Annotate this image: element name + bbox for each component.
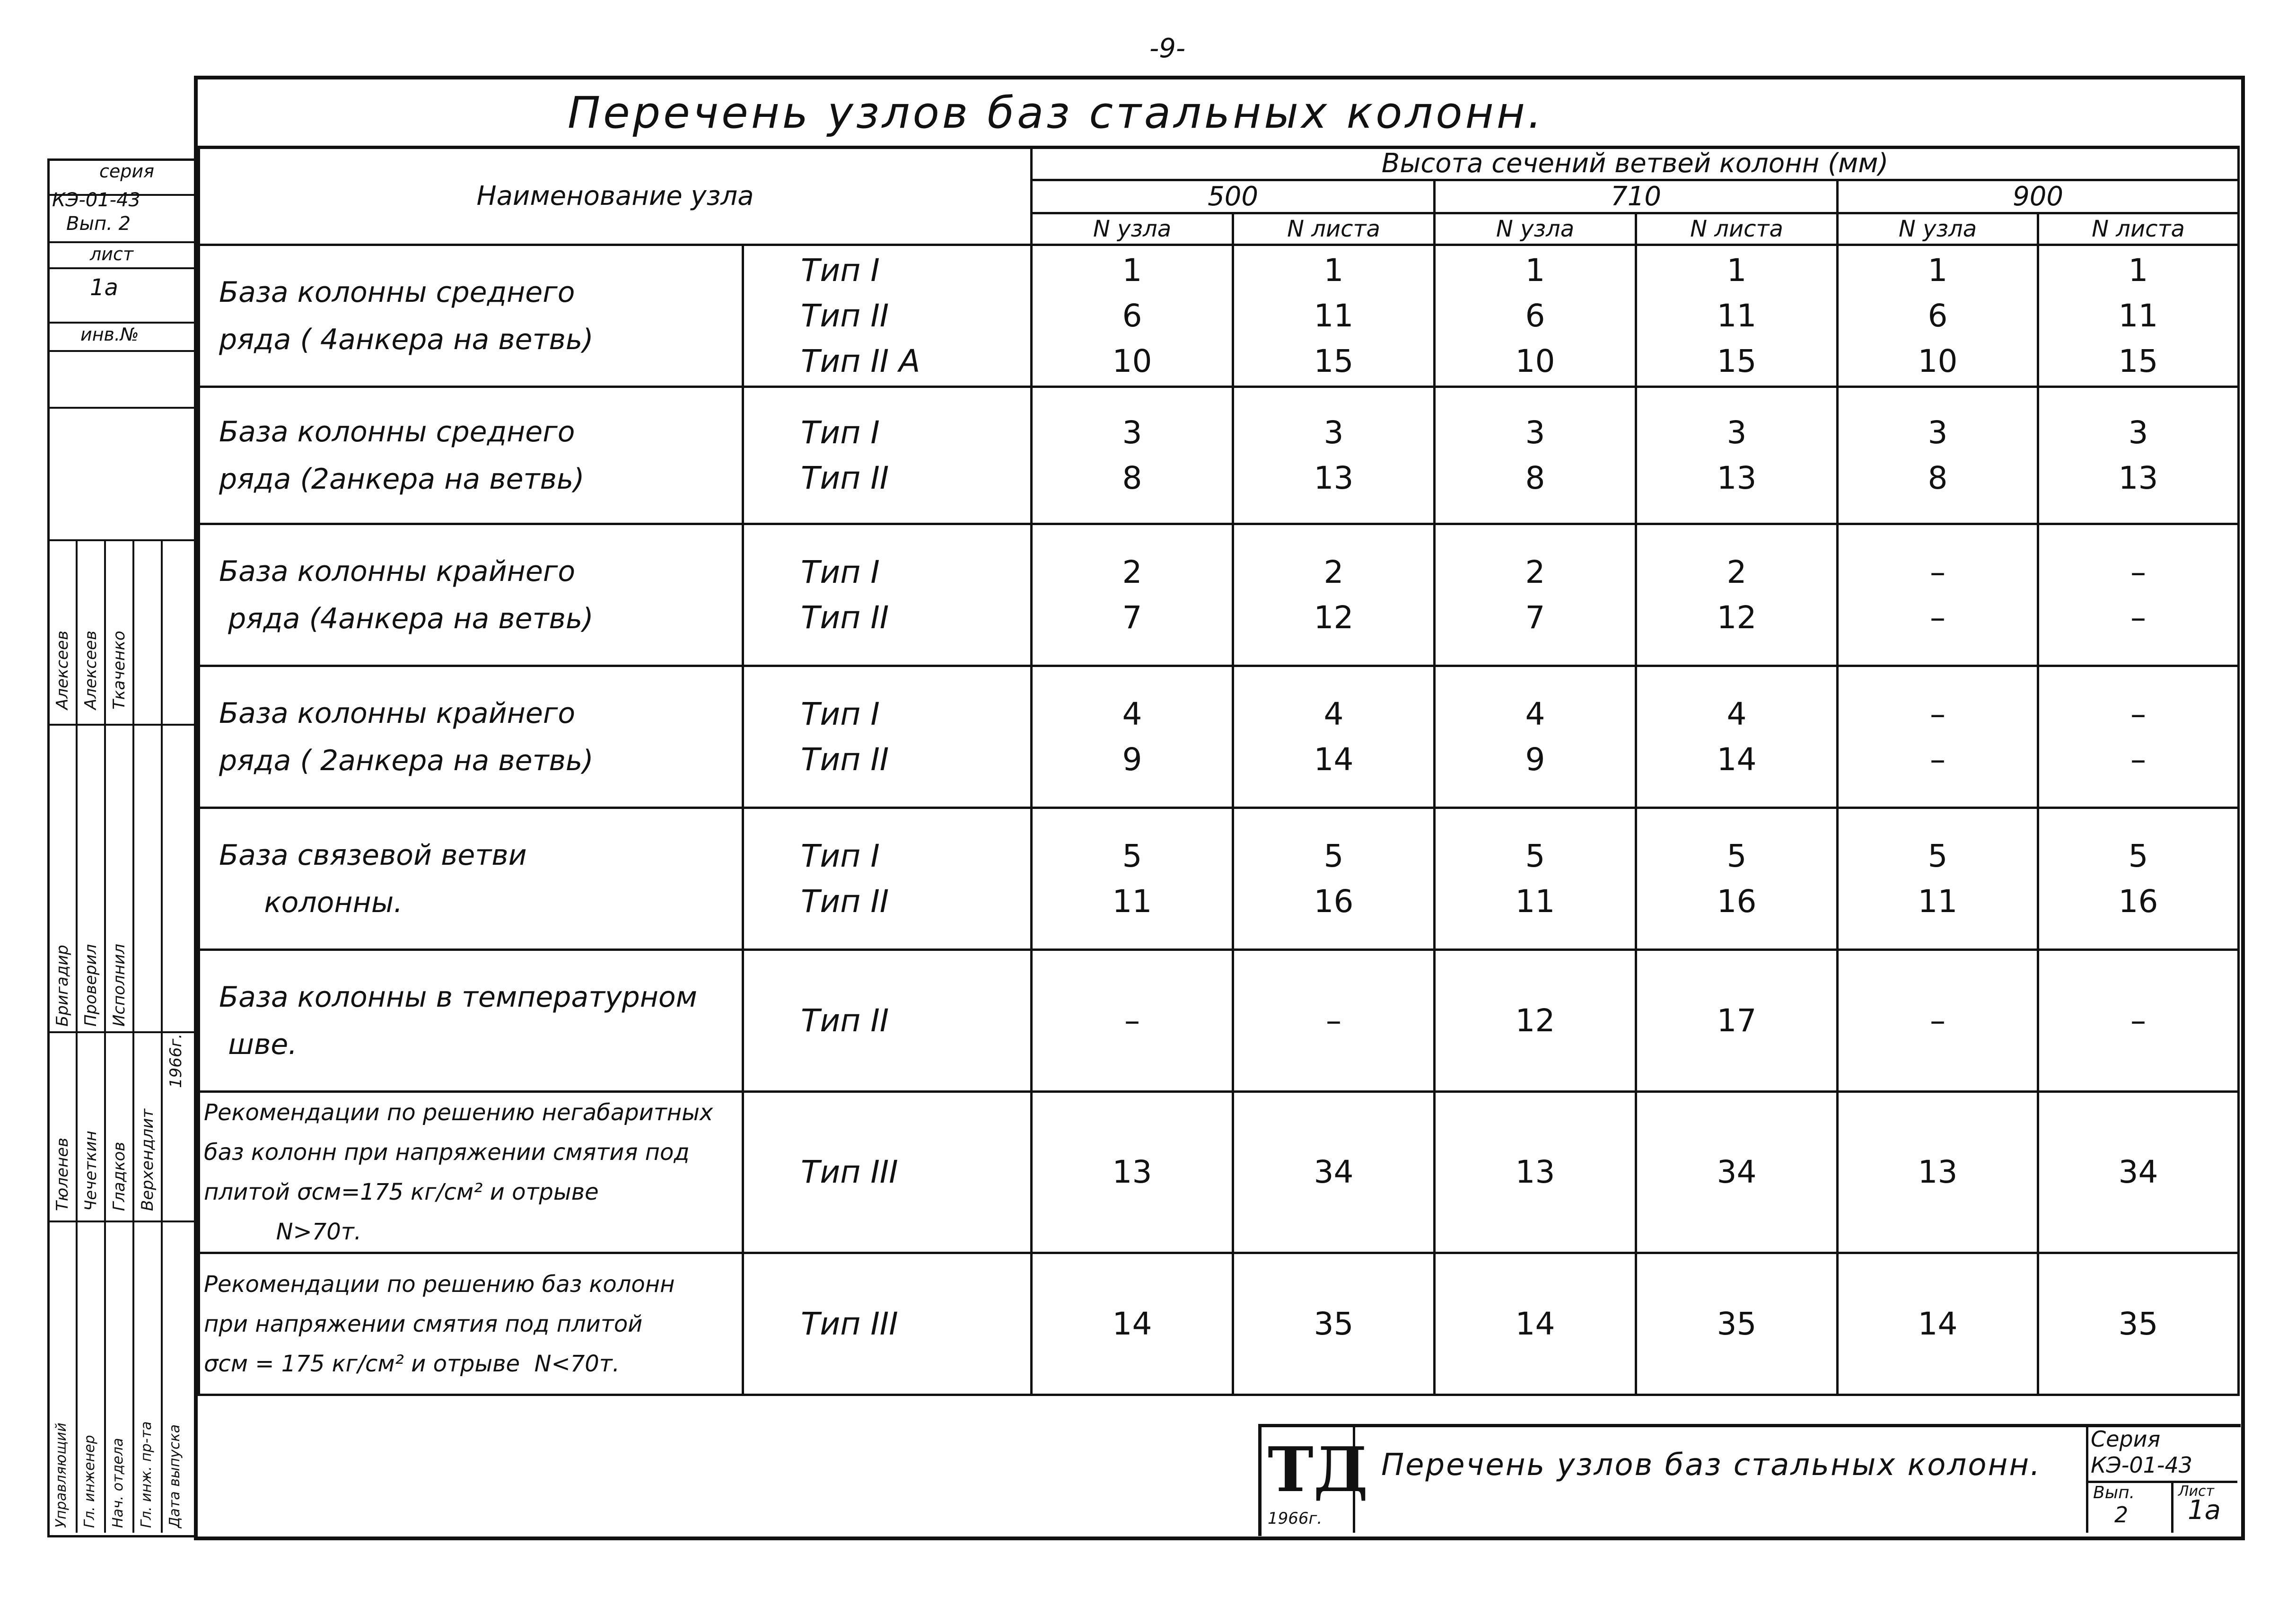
node-number: 14 [1515,1305,1555,1342]
sheet-number-cell [2038,245,2239,387]
sheet-number: 11 [1717,297,1757,334]
node-type: Тип II А [801,342,920,379]
sheet-number-cell [2038,666,2239,808]
sheet-number-cell [1636,1092,1838,1253]
sheet-number: 11 [1314,297,1354,334]
node-number-cell [1838,808,2038,950]
node-number: 1 [1928,252,1948,289]
node-name-line: База колонны в температурном [219,980,697,1014]
node-name-line: База колонны среднего [219,275,575,309]
sheet-number: 35 [1717,1305,1757,1342]
node-number: 7 [1525,599,1545,636]
node-number: 10 [1918,342,1958,379]
node-type: Тип I [801,837,880,874]
node-number: 5 [1525,837,1545,874]
sheet-number: 34 [2118,1154,2158,1190]
node-type-cell [743,808,1032,950]
subheader-node-500: N узла [1032,213,1233,245]
node-number: 6 [1525,297,1545,334]
sheet-number: 13 [2118,459,2158,496]
node-type: Тип II [801,883,889,920]
node-number: 14 [1112,1305,1152,1342]
node-number: 4 [1122,695,1142,732]
node-name-line: колонны. [219,886,403,919]
table-row [199,524,2239,666]
stamp-issue: Вып. 2 [66,213,131,235]
node-number: 8 [1525,459,1545,496]
stamp-inv-label: инв.№ [80,324,139,345]
node-number-cell [1838,1253,2038,1395]
node-name-cell [199,387,743,524]
sheet-number: 13 [1314,459,1354,496]
node-type: Тип I [801,414,880,451]
node-number-cell [1032,387,1233,524]
sheet-number: 14 [1717,741,1757,778]
node-number-cell [1435,245,1636,387]
sheet-number-cell [1233,666,1435,808]
node-number: 1 [1122,252,1142,289]
sheet-number-cell [2038,524,2239,666]
node-type: Тип II [801,741,889,778]
sheet-number-cell [1636,387,1838,524]
node-number: – [1930,553,1946,590]
node-name-cell [199,1253,743,1395]
sheet-number-cell [1636,666,1838,808]
sheet-number-cell [2038,1092,2239,1253]
node-number: 2 [1525,553,1545,590]
subheader-node-900: N узла [1838,213,2038,245]
sheet-number: 15 [1717,342,1757,379]
tb-series-label: Серия [2091,1426,2161,1452]
node-name-line: База связевой ветви [219,838,527,872]
header-node-name: Наименование узла [199,147,1032,245]
subheader-sheet-500: N листа [1233,213,1435,245]
node-type: Тип II [801,297,889,334]
sheet-number: 5 [2128,837,2148,874]
node-type-cell [743,524,1032,666]
node-name-cell [199,950,743,1092]
sheet-number: 5 [1726,837,1747,874]
subheader-sheet-900: N листа [2038,213,2239,245]
sheet-number: 13 [1717,459,1757,496]
node-type: Тип II [801,1002,889,1039]
tb-sheet-label: Лист [2178,1483,2215,1500]
node-number: 7 [1122,599,1142,636]
node-number: 11 [1515,883,1555,920]
sheet-number: 15 [1314,342,1354,379]
node-number: – [1930,599,1946,636]
sheet-number-cell [1233,1253,1435,1395]
node-type-cell [743,1092,1032,1253]
node-number-cell [1838,950,2038,1092]
sheet-number: 4 [1323,695,1344,732]
node-name-cell [199,1092,743,1253]
node-number-cell [1435,666,1636,808]
stamp-role-b3: Нач. отдела [110,1438,126,1528]
node-name-line: Рекомендации по решению негабаритных [204,1099,713,1126]
header-section-height: Высота сечений ветвей колонн (мм) [1032,147,2239,180]
node-number: 3 [1928,414,1948,451]
node-number: 3 [1122,414,1142,451]
table-row [199,666,2239,808]
node-name-line: ряда (2анкера на ветвь) [219,462,585,496]
node-number: 2 [1122,553,1142,590]
node-number: 9 [1122,741,1142,778]
table-row [199,1092,2239,1253]
tb-issue-value: 2 [2114,1502,2129,1528]
node-type: Тип II [801,599,889,636]
header-group-900: 900 [1838,180,2239,213]
sheet-number-cell [2038,808,2239,950]
sheet-number-cell [1636,1253,1838,1395]
sheet-number-cell [1636,808,1838,950]
node-number: 6 [1928,297,1948,334]
sheet-number: 35 [2118,1305,2158,1342]
sheet-number: 34 [1717,1154,1757,1190]
node-number-cell [1032,950,1233,1092]
node-name-cell [199,666,743,808]
node-number-cell [1032,808,1233,950]
header-group-500: 500 [1032,180,1435,213]
node-name-cell [199,245,743,387]
left-stamp-column [47,158,196,1537]
stamp-series-value: КЭ-01-43 [52,189,140,211]
table-row [199,1253,2239,1395]
sheet-number: 4 [1726,695,1747,732]
node-type: Тип I [801,252,880,289]
page-title: Перечень узлов баз стальных колонн. [568,88,1545,138]
node-number-cell [1032,1253,1233,1395]
node-name-line: ряда (4анкера на ветвь) [219,602,594,635]
sheet-number: 2 [1323,553,1344,590]
node-number: 5 [1122,837,1142,874]
node-type: Тип I [801,695,880,732]
stamp-series-label: серия [99,161,154,182]
sheet-number: 16 [2118,883,2158,920]
sheet-number-cell [1233,950,1435,1092]
sheet-number: 3 [2128,414,2148,451]
node-number-cell [1032,1092,1233,1253]
tb-series-value: КЭ-01-43 [2091,1452,2193,1478]
sheet-number-cell [1233,1092,1435,1253]
sheet-number: – [2130,599,2147,636]
node-number: 8 [1122,459,1142,496]
node-number: 10 [1515,342,1555,379]
node-number-cell [1435,1253,1636,1395]
node-number: 13 [1515,1154,1555,1190]
stamp-role-2: Проверил [81,944,100,1027]
node-type: Тип III [801,1305,898,1342]
node-number: 8 [1928,459,1948,496]
node-name-line: ряда ( 2анкера на ветвь) [219,744,594,777]
sheet-number: – [2130,553,2147,590]
sheet-number: 17 [1717,1002,1757,1039]
node-type: Тип III [801,1154,898,1190]
node-name-line: баз колонн при напряжении смятия под [204,1139,690,1166]
node-number-cell [1838,666,2038,808]
node-number: 12 [1515,1002,1555,1039]
node-name-line: N>70т. [204,1219,361,1245]
sheet-number-cell [2038,387,2239,524]
sheet-number-cell [2038,1253,2239,1395]
node-name-line: при напряжении смятия под плитой [204,1310,643,1337]
table-row [199,808,2239,950]
node-name-line: плитой σсм=175 кг/см² и отрыве [204,1179,599,1205]
node-number: 11 [1112,883,1152,920]
node-type-cell [743,1253,1032,1395]
logo-year: 1966г. [1268,1509,1323,1528]
sheet-number: – [2130,695,2147,732]
subheader-sheet-710: N листа [1636,213,1838,245]
sheet-number: 16 [1717,883,1757,920]
node-number-cell [1838,387,2038,524]
stamp-name-b1: Тюленев [53,1137,72,1211]
node-number: 3 [1525,414,1545,451]
node-name-line: ряда ( 4анкера на ветвь) [219,323,594,356]
node-number: – [1930,695,1946,732]
stamp-role-b5: Дата выпуска [167,1424,183,1528]
sheet-number-cell [1233,524,1435,666]
sheet-number-cell [2038,950,2239,1092]
node-name-line: σсм = 175 кг/см² и отрыве N<70т. [204,1350,620,1377]
stamp-role-b2: Гл. инженер [81,1435,98,1528]
nodes-table [198,146,2240,1396]
stamp-role-3: Исполнил [110,944,129,1027]
page-number: -9- [1149,33,1186,64]
node-name-line: Рекомендации по решению баз колонн [204,1271,675,1298]
sheet-number: 16 [1314,883,1354,920]
sheet-number: 14 [1314,741,1354,778]
node-number: 4 [1525,695,1545,732]
sheet-number-cell [1233,387,1435,524]
sheet-number: – [2130,741,2147,778]
node-number-cell [1435,524,1636,666]
node-number: 14 [1918,1305,1958,1342]
node-number: – [1930,1002,1946,1039]
node-number: 11 [1918,883,1958,920]
node-type: Тип II [801,459,889,496]
node-number: 10 [1112,342,1152,379]
sheet-number: 3 [1323,414,1344,451]
node-name-line: База колонны среднего [219,415,575,448]
tb-issue-label: Вып. [2093,1483,2135,1502]
sheet-number: 34 [1314,1154,1354,1190]
node-number-cell [1838,524,2038,666]
stamp-sheet-label: лист [90,244,134,264]
sheet-number: 1 [1726,252,1747,289]
sheet-number: – [1326,1002,1342,1039]
sheet-number: 11 [2118,297,2158,334]
node-name-line: База колонны крайнего [219,696,576,730]
node-name-line: шве. [219,1027,298,1061]
sheet-number: – [2130,1002,2147,1039]
sheet-number-cell [1233,245,1435,387]
stamp-name-1: Алексеев [53,630,72,710]
td-logo: ТД [1268,1433,1368,1506]
node-number-cell [1838,1092,2038,1253]
sheet-number: 1 [2128,252,2148,289]
stamp-name-b4: Верхендлит [138,1108,157,1211]
table-row [199,245,2239,387]
sheet-number-cell [1233,808,1435,950]
node-number: 13 [1918,1154,1958,1190]
node-number: 6 [1122,297,1142,334]
node-number: – [1930,741,1946,778]
node-name-cell [199,524,743,666]
sheet-number: 12 [1717,599,1757,636]
sheet-number: 2 [1726,553,1747,590]
stamp-role-b1: Управляющий [53,1422,70,1528]
sheet-number-cell [1636,524,1838,666]
title-block-title: Перечень узлов баз стальных колонн. [1381,1448,2042,1483]
table-row [199,950,2239,1092]
stamp-sheet-value: 1а [90,274,118,301]
stamp-name-b3: Гладков [110,1141,129,1211]
subheader-node-710: N узла [1435,213,1636,245]
stamp-role-b4: Гл. инж. пр-та [138,1421,155,1528]
sheet-number: 1 [1323,252,1344,289]
stamp-role-1: Бригадир [53,945,72,1027]
sheet-number: 35 [1314,1305,1354,1342]
node-type: Тип I [801,553,880,590]
node-number-cell [1032,245,1233,387]
node-number: 1 [1525,252,1545,289]
node-number-cell [1435,1092,1636,1253]
sheet-number: 5 [1323,837,1344,874]
node-name-line: База колонны крайнего [219,554,576,588]
node-type-cell [743,666,1032,808]
node-number-cell [1435,950,1636,1092]
node-number: 5 [1928,837,1948,874]
node-type-cell [743,245,1032,387]
stamp-name-b5: 1966г. [167,1033,185,1088]
stamp-name-b2: Чечеткин [81,1131,100,1211]
node-number-cell [1435,808,1636,950]
node-number: – [1124,1002,1140,1039]
sheet-number: 15 [2118,342,2158,379]
header-group-710: 710 [1435,180,1838,213]
sheet-number: 12 [1314,599,1354,636]
tb-sheet-value: 1а [2188,1495,2221,1526]
sheet-number: 3 [1726,414,1747,451]
node-number-cell [1032,524,1233,666]
node-name-cell [199,808,743,950]
sheet-number-cell [1636,245,1838,387]
sheet-number-cell [1636,950,1838,1092]
stamp-name-3: Ткаченко [110,631,129,710]
table-row [199,387,2239,524]
node-number-cell [1435,387,1636,524]
stamp-name-2: Алексеев [81,630,100,710]
node-type-cell [743,387,1032,524]
node-number-cell [1032,666,1233,808]
node-number-cell [1838,245,2038,387]
node-number: 13 [1112,1154,1152,1190]
node-type-cell [743,950,1032,1092]
node-number: 9 [1525,741,1545,778]
